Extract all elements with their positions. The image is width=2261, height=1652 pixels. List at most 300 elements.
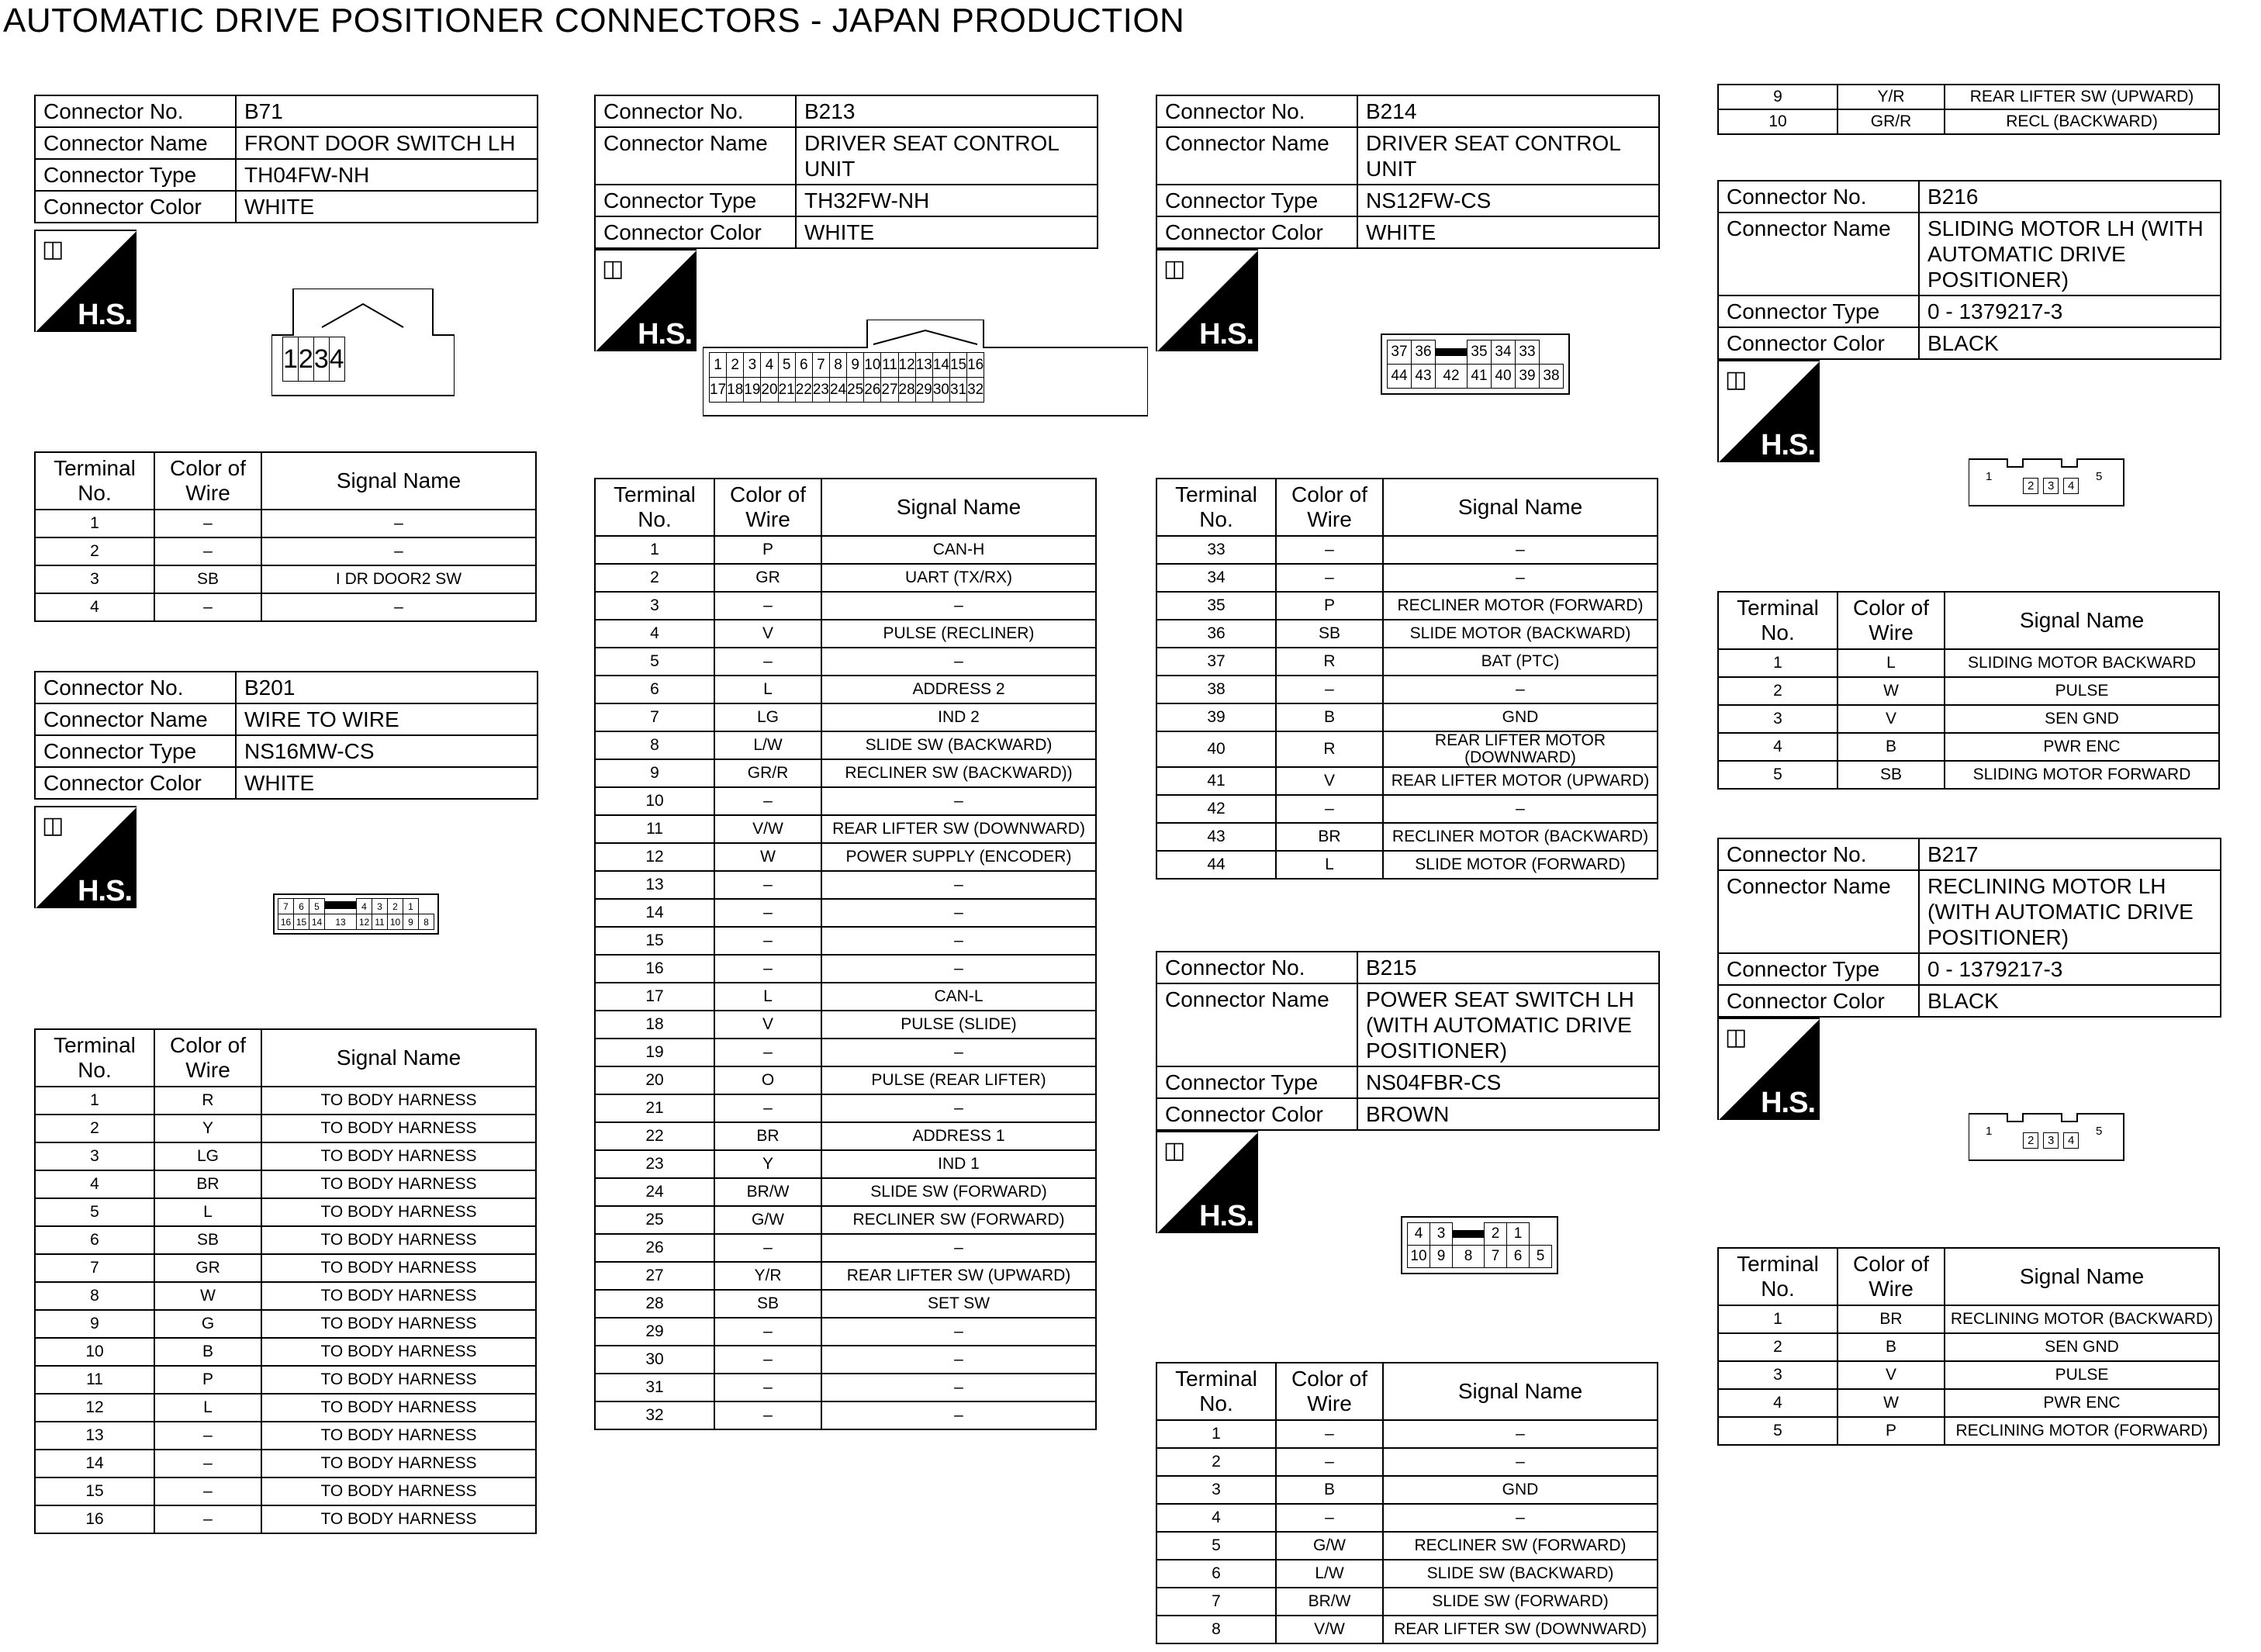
pin: 29 xyxy=(915,378,932,403)
table-row xyxy=(1718,1417,2219,1445)
table-row xyxy=(35,510,536,537)
terminal-no-header: Terminal No. xyxy=(1156,1363,1276,1420)
harness-side-badge: ◫ H.S. xyxy=(594,249,697,351)
terminal-cell: 19 xyxy=(595,1039,714,1066)
pin: 37 xyxy=(1388,340,1412,365)
connector-no-label: Connector No. xyxy=(595,95,796,127)
table-row xyxy=(35,1422,536,1450)
wire-color-cell: SB xyxy=(1837,761,1945,789)
table-row xyxy=(595,1401,1096,1429)
terminal-table-b215 xyxy=(1156,1362,1658,1644)
connector-no-value: B215 xyxy=(1357,952,1659,983)
table-row xyxy=(35,1338,536,1366)
connector-name-value: RECLINING MOTOR LH (WITH AUTOMATIC DRIVE POSITIONER) xyxy=(1919,870,2221,953)
wire-color-cell: P xyxy=(1276,592,1383,620)
table-row xyxy=(35,1310,536,1338)
table-row xyxy=(595,1262,1096,1290)
terminal-cell: 13 xyxy=(595,871,714,899)
harness-side-badge: ◫ H.S. xyxy=(1717,1018,1820,1120)
pin: 6 xyxy=(795,353,812,378)
table-row xyxy=(1718,705,2219,733)
connector-b213 xyxy=(594,95,1098,351)
table-row xyxy=(1718,733,2219,761)
signal-name-cell: – xyxy=(821,1401,1096,1429)
signal-name-cell: – xyxy=(261,510,536,537)
page-title: AUTOMATIC DRIVE POSITIONER CONNECTORS - JAPAN PRODUCTION xyxy=(3,2,1185,40)
table-row xyxy=(1718,677,2219,705)
table-row xyxy=(595,787,1096,815)
connector-no-value: B201 xyxy=(236,672,538,703)
connector-info-table xyxy=(594,95,1098,249)
pin-key xyxy=(325,899,357,914)
wire-color-cell: B xyxy=(1276,703,1383,731)
connector-plug-icon: ◫ xyxy=(42,237,64,262)
wire-color-cell: B xyxy=(154,1338,261,1366)
terminal-cell: 2 xyxy=(1718,677,1837,705)
signal-name-cell: IND 2 xyxy=(821,703,1096,731)
wire-color-cell: – xyxy=(154,593,261,621)
terminal-cell: 29 xyxy=(595,1318,714,1346)
table-row xyxy=(595,1318,1096,1346)
wire-color-cell: Y xyxy=(154,1115,261,1142)
table-row xyxy=(595,564,1096,592)
table-row xyxy=(1156,1560,1658,1588)
signal-name-cell: – xyxy=(821,592,1096,620)
signal-name-cell: – xyxy=(821,1318,1096,1346)
wire-color-cell: P xyxy=(1837,1417,1945,1445)
pin: 15 xyxy=(294,914,309,930)
terminal-cell: 15 xyxy=(35,1477,154,1505)
connector-name-value: DRIVER SEAT CONTROL UNIT xyxy=(796,127,1098,185)
table-row xyxy=(595,927,1096,955)
signal-name-cell: TO BODY HARNESS xyxy=(261,1087,536,1115)
terminal-cell: 41 xyxy=(1156,767,1276,795)
pin: 1 xyxy=(403,899,419,914)
wire-color-cell: Y xyxy=(714,1150,821,1178)
wire-color-header: Color of Wire xyxy=(1837,592,1945,649)
pin: 4 xyxy=(357,899,372,914)
table-row xyxy=(595,955,1096,983)
connector-type-label: Connector Type xyxy=(595,185,796,216)
wire-color-header: Color of Wire xyxy=(714,479,821,536)
wire-color-cell: – xyxy=(1276,564,1383,592)
connector-no-value: B217 xyxy=(1919,838,2221,870)
wire-color-cell: – xyxy=(714,787,821,815)
table-row xyxy=(35,1366,536,1394)
terminal-cell: 33 xyxy=(1156,536,1276,564)
signal-name-cell: RECL (BACKWARD) xyxy=(1945,109,2219,134)
signal-name-cell: IND 1 xyxy=(821,1150,1096,1178)
wire-color-cell: – xyxy=(714,871,821,899)
signal-name-cell: RECLINER MOTOR (BACKWARD) xyxy=(1383,823,1658,851)
wire-color-cell: L xyxy=(714,983,821,1011)
connector-color-label: Connector Color xyxy=(595,216,796,248)
pin: 24 xyxy=(829,378,846,403)
wire-color-cell: BR/W xyxy=(1276,1588,1383,1616)
signal-name-cell: RECLINER MOTOR (FORWARD) xyxy=(1383,592,1658,620)
pin: 11 xyxy=(372,914,388,930)
terminal-no-header: Terminal No. xyxy=(1718,1248,1837,1305)
terminal-cell: 9 xyxy=(35,1310,154,1338)
table-row xyxy=(35,1505,536,1533)
wire-color-cell: SB xyxy=(714,1290,821,1318)
signal-name-cell: CAN-H xyxy=(821,536,1096,564)
terminal-cell: 3 xyxy=(1156,1476,1276,1504)
signal-name-cell: BAT (PTC) xyxy=(1383,648,1658,676)
terminal-table-b216 xyxy=(1717,591,2220,790)
pin: 17 xyxy=(710,378,727,403)
connector-name-label: Connector Name xyxy=(595,127,796,185)
signal-name-cell: – xyxy=(821,955,1096,983)
pin: 5 xyxy=(309,899,325,914)
wire-color-cell: – xyxy=(714,592,821,620)
connector-name-value: FRONT DOOR SWITCH LH xyxy=(236,127,538,159)
pin: 33 xyxy=(1516,340,1540,365)
signal-name-cell: TO BODY HARNESS xyxy=(261,1198,536,1226)
connector-b215 xyxy=(1156,951,1660,1233)
pin: 11 xyxy=(881,353,898,378)
pin: 41 xyxy=(1468,365,1492,389)
terminal-cell: 4 xyxy=(35,593,154,621)
pin: 2 xyxy=(727,353,744,378)
wire-color-cell: L xyxy=(154,1198,261,1226)
connector-color-value: BLACK xyxy=(1919,985,2221,1017)
wire-color-cell: – xyxy=(714,1234,821,1262)
terminal-cell: 2 xyxy=(35,537,154,565)
pin: 25 xyxy=(847,378,864,403)
wire-color-cell: V xyxy=(1837,1361,1945,1389)
pin: 14 xyxy=(932,353,949,378)
terminal-cell: 17 xyxy=(595,983,714,1011)
terminal-cell: 11 xyxy=(595,815,714,843)
signal-name-cell: CAN-L xyxy=(821,983,1096,1011)
wire-color-cell: – xyxy=(1276,536,1383,564)
table-row xyxy=(1156,620,1658,648)
terminal-cell: 27 xyxy=(595,1262,714,1290)
wire-color-cell: B xyxy=(1276,1476,1383,1504)
pin: 15 xyxy=(949,353,966,378)
connector-color-value: BROWN xyxy=(1357,1098,1659,1130)
terminal-cell: 16 xyxy=(595,955,714,983)
signal-name-cell: – xyxy=(821,899,1096,927)
table-row xyxy=(1156,1504,1658,1532)
connector-color-value: WHITE xyxy=(236,191,538,223)
connector-name-value: SLIDING MOTOR LH (WITH AUTOMATIC DRIVE POSITIONER) xyxy=(1919,213,2221,295)
signal-name-header: Signal Name xyxy=(1945,592,2219,649)
signal-name-cell: RECLINING MOTOR (BACKWARD) xyxy=(1945,1305,2219,1333)
signal-name-cell: REAR LIFTER SW (DOWNWARD) xyxy=(1383,1616,1658,1643)
pin: 6 xyxy=(1507,1246,1530,1268)
signal-name-cell: RECLINER SW (FORWARD) xyxy=(1383,1532,1658,1560)
wire-color-cell: V/W xyxy=(714,815,821,843)
connector-plug-icon: ◫ xyxy=(1163,256,1186,282)
signal-name-cell: SLIDE MOTOR (BACKWARD) xyxy=(1383,620,1658,648)
wire-color-cell: SB xyxy=(154,565,261,593)
pin: 1 xyxy=(1986,1125,1993,1138)
pin: 6 xyxy=(294,899,309,914)
table-row xyxy=(35,1115,536,1142)
connector-type-value: 0 - 1379217-3 xyxy=(1919,295,2221,327)
terminal-no-header: Terminal No. xyxy=(35,452,154,510)
wire-color-cell: – xyxy=(1276,676,1383,703)
signal-name-cell: SLIDE MOTOR (FORWARD) xyxy=(1383,851,1658,879)
table-row xyxy=(1156,1532,1658,1560)
table-row xyxy=(1156,564,1658,592)
pin: 32 xyxy=(967,378,984,403)
signal-name-cell: TO BODY HARNESS xyxy=(261,1115,536,1142)
wire-color-cell: V xyxy=(1837,705,1945,733)
wire-color-cell: L xyxy=(1837,649,1945,677)
wire-color-cell: – xyxy=(1276,1504,1383,1532)
table-row xyxy=(35,1170,536,1198)
connector-color-value: WHITE xyxy=(796,216,1098,248)
wire-color-cell: – xyxy=(154,537,261,565)
signal-name-cell: REAR LIFTER MOTOR (UPWARD) xyxy=(1383,767,1658,795)
table-row xyxy=(1156,851,1658,879)
table-row xyxy=(1718,85,2219,109)
wire-color-cell: V xyxy=(714,620,821,648)
connector-no-label: Connector No. xyxy=(1156,952,1357,983)
wire-color-cell: LG xyxy=(154,1142,261,1170)
terminal-cell: 3 xyxy=(35,1142,154,1170)
connector-type-value: NS16MW-CS xyxy=(236,735,538,767)
terminal-cell: 7 xyxy=(35,1254,154,1282)
connector-type-label: Connector Type xyxy=(1156,1066,1357,1098)
terminal-no-header: Terminal No. xyxy=(595,479,714,536)
terminal-cell: 38 xyxy=(1156,676,1276,703)
signal-name-cell: RECLINER SW (FORWARD) xyxy=(821,1206,1096,1234)
connector-color-label: Connector Color xyxy=(1156,1098,1357,1130)
wire-color-cell: LG xyxy=(714,703,821,731)
terminal-cell: 8 xyxy=(1156,1616,1276,1643)
pin: 36 xyxy=(1412,340,1436,365)
connector-info-table xyxy=(34,671,538,800)
pin: 18 xyxy=(727,378,744,403)
terminal-cell: 7 xyxy=(1156,1588,1276,1616)
table-row xyxy=(1718,1361,2219,1389)
connector-no-value: B71 xyxy=(236,95,538,127)
pin: 3 xyxy=(372,899,388,914)
connector-type-label: Connector Type xyxy=(1156,185,1357,216)
terminal-cell: 32 xyxy=(595,1401,714,1429)
connector-no-label: Connector No. xyxy=(1718,181,1919,213)
wire-color-cell: BR xyxy=(714,1122,821,1150)
connector-plug-icon: ◫ xyxy=(602,256,624,282)
wire-color-cell: L xyxy=(1276,851,1383,879)
wire-color-cell: R xyxy=(154,1087,261,1115)
pin: 12 xyxy=(898,353,915,378)
terminal-cell: 3 xyxy=(1718,705,1837,733)
wire-color-cell: BR/W xyxy=(714,1178,821,1206)
pin: 28 xyxy=(898,378,915,403)
terminal-cell: 8 xyxy=(595,731,714,759)
connector-no-label: Connector No. xyxy=(1718,838,1919,870)
connector-color-value: WHITE xyxy=(1357,216,1659,248)
signal-name-cell: REAR LIFTER SW (UPWARD) xyxy=(821,1262,1096,1290)
wire-color-cell: SB xyxy=(154,1226,261,1254)
table-row xyxy=(595,1150,1096,1178)
terminal-cell: 5 xyxy=(1156,1532,1276,1560)
signal-name-cell: PWR ENC xyxy=(1945,733,2219,761)
connector-color-label: Connector Color xyxy=(1156,216,1357,248)
signal-name-cell: – xyxy=(821,1346,1096,1374)
pin: 2 xyxy=(298,337,313,382)
terminal-cell: 20 xyxy=(595,1066,714,1094)
connector-color-value: BLACK xyxy=(1919,327,2221,359)
terminal-cell: 3 xyxy=(1718,1361,1837,1389)
terminal-cell: 6 xyxy=(1156,1560,1276,1588)
signal-name-cell: – xyxy=(1383,1448,1658,1476)
pin: 3 xyxy=(2043,1132,2059,1149)
wire-color-cell: BR xyxy=(1837,1305,1945,1333)
wire-color-cell: – xyxy=(714,1374,821,1401)
signal-name-cell: SLIDE SW (BACKWARD) xyxy=(1383,1560,1658,1588)
connector-color-value: WHITE xyxy=(236,767,538,799)
signal-name-cell: PULSE (REAR LIFTER) xyxy=(821,1066,1096,1094)
pin: 16 xyxy=(967,353,984,378)
table-row xyxy=(1156,731,1658,767)
pin: 7 xyxy=(278,899,294,914)
connector-info-table xyxy=(1717,180,2221,360)
signal-name-cell: SEN GND xyxy=(1945,705,2219,733)
pin: 31 xyxy=(949,378,966,403)
signal-name-cell: – xyxy=(821,648,1096,676)
connector-info-table xyxy=(1717,838,2221,1018)
wire-color-cell: GR/R xyxy=(1837,109,1945,134)
wire-color-header: Color of Wire xyxy=(1276,479,1383,536)
terminal-cell: 23 xyxy=(595,1150,714,1178)
table-row xyxy=(35,537,536,565)
connector-color-label: Connector Color xyxy=(1718,327,1919,359)
terminal-cell: 6 xyxy=(595,676,714,703)
pin: 9 xyxy=(847,353,864,378)
signal-name-cell: GND xyxy=(1383,1476,1658,1504)
table-row xyxy=(35,593,536,621)
terminal-cell: 44 xyxy=(1156,851,1276,879)
signal-name-cell: – xyxy=(821,1234,1096,1262)
pin: 7 xyxy=(812,353,829,378)
signal-name-cell: TO BODY HARNESS xyxy=(261,1366,536,1394)
terminal-cell: 14 xyxy=(595,899,714,927)
signal-name-cell: POWER SUPPLY (ENCODER) xyxy=(821,843,1096,871)
wire-color-cell: – xyxy=(154,1450,261,1477)
table-row xyxy=(595,1346,1096,1374)
connector-no-label: Connector No. xyxy=(1156,95,1357,127)
wire-color-cell: – xyxy=(714,1346,821,1374)
table-row xyxy=(35,565,536,593)
wire-color-header: Color of Wire xyxy=(154,1029,261,1087)
connector-color-label: Connector Color xyxy=(35,191,236,223)
lock-tab xyxy=(1436,348,1467,356)
pin: 2 xyxy=(1485,1223,1507,1246)
terminal-cell: 8 xyxy=(35,1282,154,1310)
signal-name-cell: – xyxy=(821,1094,1096,1122)
signal-name-cell: PWR ENC xyxy=(1945,1389,2219,1417)
wire-color-cell: V xyxy=(714,1011,821,1039)
table-row xyxy=(595,1290,1096,1318)
signal-name-cell: – xyxy=(1383,1504,1658,1532)
signal-name-cell: PULSE xyxy=(1945,677,2219,705)
signal-name-cell: TO BODY HARNESS xyxy=(261,1394,536,1422)
terminal-cell: 4 xyxy=(1156,1504,1276,1532)
pin: 4 xyxy=(2063,1132,2079,1149)
pin: 44 xyxy=(1388,365,1412,389)
wire-color-cell: – xyxy=(1276,1420,1383,1448)
connector-b216 xyxy=(1717,180,2221,462)
connector-no-label: Connector No. xyxy=(35,95,236,127)
connector-type-value: 0 - 1379217-3 xyxy=(1919,953,2221,985)
terminal-cell: 26 xyxy=(595,1234,714,1262)
terminal-no-header: Terminal No. xyxy=(1156,479,1276,536)
terminal-cell: 1 xyxy=(35,1087,154,1115)
table-row xyxy=(1156,1476,1658,1504)
pin: 3 xyxy=(313,337,329,382)
table-row xyxy=(595,899,1096,927)
pin: 10 xyxy=(1408,1246,1430,1268)
signal-name-cell: SLIDE SW (FORWARD) xyxy=(821,1178,1096,1206)
connector-face-b215 xyxy=(1401,1216,1558,1274)
pin: 26 xyxy=(864,378,881,403)
signal-name-cell: TO BODY HARNESS xyxy=(261,1477,536,1505)
terminal-cell: 12 xyxy=(35,1394,154,1422)
signal-name-cell: – xyxy=(261,537,536,565)
wire-color-cell: – xyxy=(714,955,821,983)
connector-info-table xyxy=(1156,95,1660,249)
connector-info-table xyxy=(1156,951,1660,1131)
terminal-cell: 39 xyxy=(1156,703,1276,731)
table-row xyxy=(1156,592,1658,620)
pin-key xyxy=(1436,340,1468,365)
table-row xyxy=(1156,676,1658,703)
table-row xyxy=(1156,648,1658,676)
table-row xyxy=(1718,1333,2219,1361)
table-row xyxy=(595,620,1096,648)
table-row xyxy=(35,1394,536,1422)
wire-color-cell: W xyxy=(154,1282,261,1310)
wire-color-cell: G xyxy=(154,1310,261,1338)
table-row xyxy=(35,1450,536,1477)
wire-color-cell: G/W xyxy=(1276,1532,1383,1560)
connector-name-value: POWER SEAT SWITCH LH (WITH AUTOMATIC DRIVE POSITIONER) xyxy=(1357,983,1659,1066)
terminal-cell: 21 xyxy=(595,1094,714,1122)
wire-color-header: Color of Wire xyxy=(1276,1363,1383,1420)
terminal-table-b201 xyxy=(34,1028,537,1534)
wire-color-cell: L xyxy=(714,676,821,703)
pin: 2 xyxy=(2023,478,2038,494)
terminal-cell: 24 xyxy=(595,1178,714,1206)
signal-name-cell: TO BODY HARNESS xyxy=(261,1450,536,1477)
terminal-cell: 43 xyxy=(1156,823,1276,851)
terminal-cell: 4 xyxy=(35,1170,154,1198)
connector-face-b201 xyxy=(273,893,439,935)
signal-name-cell: SLIDING MOTOR FORWARD xyxy=(1945,761,2219,789)
wire-color-cell: G/W xyxy=(714,1206,821,1234)
wire-color-cell: – xyxy=(714,1318,821,1346)
connector-name-value: DRIVER SEAT CONTROL UNIT xyxy=(1357,127,1659,185)
wire-color-cell: Y/R xyxy=(714,1262,821,1290)
table-row xyxy=(595,703,1096,731)
connector-info-table xyxy=(34,95,538,223)
table-row xyxy=(595,1374,1096,1401)
signal-name-cell: REAR LIFTER SW (DOWNWARD) xyxy=(821,815,1096,843)
signal-name-cell: – xyxy=(821,927,1096,955)
table-row xyxy=(595,648,1096,676)
pin: 1 xyxy=(1507,1223,1530,1246)
terminal-cell: 10 xyxy=(595,787,714,815)
table-row xyxy=(1156,1588,1658,1616)
signal-name-cell: – xyxy=(1383,676,1658,703)
pin-layout xyxy=(282,337,345,382)
